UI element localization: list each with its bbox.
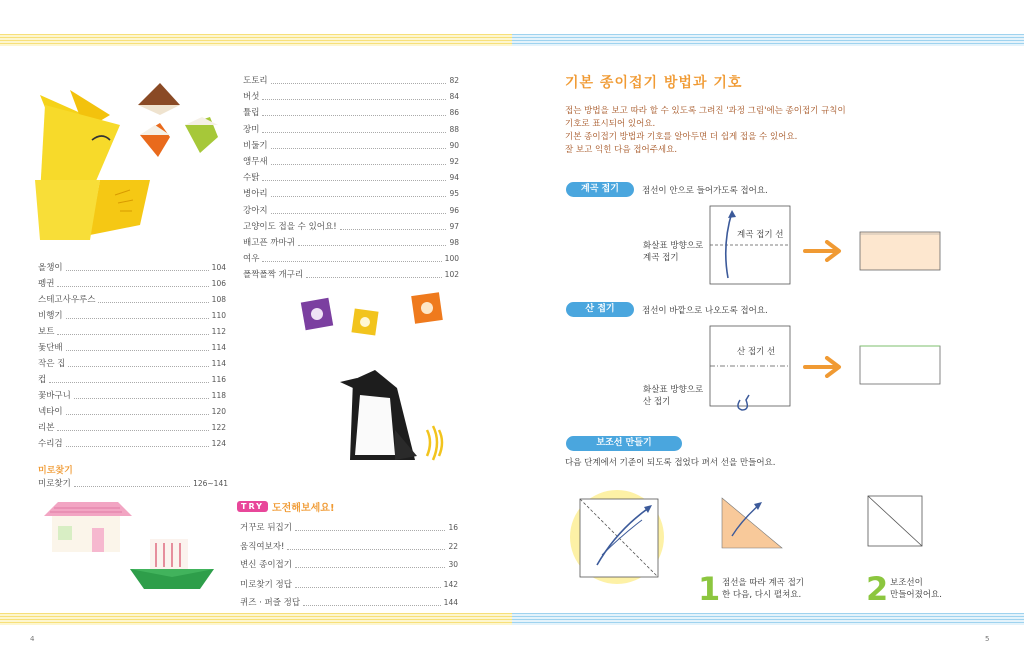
- toc-page: 106: [211, 279, 226, 288]
- toc-page: 122: [211, 423, 226, 432]
- toc-page: 94: [449, 173, 459, 183]
- toc-page: 110: [211, 311, 226, 320]
- page-number-right: 5: [985, 635, 990, 643]
- toc-row[interactable]: [38, 342, 226, 354]
- toc-page: 118: [211, 391, 226, 400]
- toc-row[interactable]: [240, 597, 458, 609]
- toc-row[interactable]: [240, 541, 458, 553]
- toc-page: 112: [211, 327, 226, 336]
- toc-page: 90: [449, 140, 459, 150]
- toc-title: 장미: [243, 124, 260, 135]
- toc-title: 도토리: [243, 76, 268, 86]
- toc-title: 비행기: [38, 311, 63, 321]
- acorn-origami-image: [130, 75, 230, 175]
- toc-title: 퀴즈 · 퍼즐 정답: [240, 597, 301, 608]
- try-heading: [237, 499, 335, 514]
- toc-row[interactable]: [38, 278, 226, 290]
- toc-page: 92: [449, 157, 459, 166]
- try-heading-text: 도전해보세요!: [271, 503, 335, 514]
- toc-page: 142: [443, 580, 458, 589]
- toc-title: 리본: [38, 423, 55, 433]
- penguin-origami-image: [335, 360, 450, 475]
- guide-step2-result-image: [864, 492, 926, 550]
- top-stripe-right: [512, 34, 1024, 46]
- mountain-fold-diagram: [700, 320, 800, 415]
- toc-title: 여우: [243, 254, 260, 265]
- toc-row-maze[interactable]: [38, 478, 228, 490]
- toc-title: 병아리: [243, 189, 268, 200]
- toc-page: 114: [211, 359, 226, 368]
- toc-row[interactable]: [38, 310, 226, 322]
- toc-page: 86: [449, 108, 459, 118]
- page-number-left: 4: [30, 635, 35, 643]
- mountain-fold-desc: 점선이 바깥으로 나오도록 접어요.: [642, 306, 768, 316]
- mountain-result-arrow-icon: [803, 356, 843, 378]
- toc-row[interactable]: [243, 269, 459, 281]
- toc-row[interactable]: [38, 358, 226, 370]
- toc-title: 폴짝폴짝 개구리: [243, 270, 304, 281]
- valley-result-arrow-icon: [803, 240, 843, 262]
- toc-title: 꽃바구니: [38, 391, 71, 401]
- bottom-stripe-right: [512, 613, 1024, 625]
- toc-row[interactable]: [38, 406, 226, 418]
- toc-row[interactable]: [243, 91, 459, 103]
- toc-title: 수리검: [38, 439, 63, 449]
- toc-row[interactable]: [243, 205, 459, 217]
- toc-title: 보트: [38, 327, 55, 337]
- toc-page: 22: [448, 541, 458, 551]
- toc-row[interactable]: [243, 107, 459, 119]
- toc-row[interactable]: [243, 253, 459, 265]
- toc-title: 컵: [38, 375, 47, 385]
- valley-fold-label: 계곡 접기: [566, 182, 634, 197]
- step1-number: 1: [698, 570, 721, 608]
- toc-page: 102: [444, 270, 459, 280]
- toc-row[interactable]: [38, 262, 226, 274]
- toc-page: 104: [211, 263, 226, 272]
- toc-row[interactable]: [243, 75, 459, 87]
- toc-page: 126~141: [193, 479, 228, 488]
- toc-page: 124: [211, 439, 226, 448]
- toc-page: 30: [448, 560, 458, 569]
- toc-title: 수탉: [243, 173, 260, 184]
- toc-page: 114: [211, 343, 226, 352]
- valley-line-label: 계곡 접기 선: [737, 230, 784, 240]
- toc-title: 올챙이: [38, 263, 63, 273]
- toc-title: 미로찾기: [38, 479, 71, 489]
- toc-row[interactable]: [243, 221, 459, 233]
- toc-title: 비둘기: [243, 140, 268, 151]
- toc-page: 95: [449, 189, 459, 199]
- toc-row[interactable]: [38, 438, 226, 450]
- toc-page: 144: [443, 597, 458, 607]
- guide-line-label: 보조선 만들기: [566, 436, 682, 451]
- guide-step1-result-image: [712, 492, 787, 552]
- toc-row[interactable]: [240, 579, 458, 591]
- toc-title: 앵무새: [243, 157, 268, 167]
- toc-title: 변신 종이접기: [240, 560, 292, 570]
- toc-row[interactable]: [243, 140, 459, 152]
- toc-title: 돛단배: [38, 343, 63, 353]
- mountain-fold-label: 산 접기: [566, 302, 634, 317]
- toc-page: 82: [449, 76, 459, 85]
- toc-title: 버섯: [243, 92, 260, 103]
- toc-page: 120: [211, 407, 226, 416]
- valley-fold-diagram: [700, 200, 800, 290]
- try-badge: TRY: [237, 501, 268, 512]
- toc-row[interactable]: [243, 124, 459, 136]
- maze-heading: 미로찾기: [38, 466, 73, 476]
- mountain-line-label: 산 접기 선: [737, 347, 776, 357]
- valley-arrow-label: 화살표 방향으로 계곡 접기: [643, 241, 704, 263]
- toc-title: 튤립: [243, 108, 260, 119]
- toc-title: 스테고사우루스: [38, 295, 96, 305]
- toc-row[interactable]: [38, 422, 226, 434]
- toc-row[interactable]: [38, 390, 226, 402]
- toc-title: 배고픈 까마귀: [243, 238, 295, 248]
- toc-page: 97: [449, 221, 459, 231]
- toc-title: 움직여보자!: [240, 541, 285, 552]
- toc-title: 작은 집: [38, 359, 66, 369]
- valley-fold-desc: 점선이 안으로 들어가도록 접어요.: [642, 186, 768, 196]
- step2-number: 2: [866, 570, 889, 608]
- intro-text: 접는 방법을 보고 따라 할 수 있도록 그려진 '과정 그림'에는 종이접기 규칙이 기호로 표시되어 있어요. 기본 종이접기 방법과 기호를 알아두면 더 쉽게 접을 수 있어요. 잘 보고 익힌 다음 접어주세요.: [565, 106, 846, 155]
- toc-title: 고양이도 접을 수 있어요!: [243, 221, 337, 232]
- toc-row[interactable]: [243, 172, 459, 184]
- toc-row[interactable]: [243, 156, 459, 168]
- guide-step1-diagram: [562, 485, 672, 585]
- toc-row[interactable]: [38, 326, 226, 338]
- mountain-fold-result-image: [856, 342, 946, 387]
- page-title: 기본 종이접기 방법과 기호: [565, 75, 743, 91]
- toc-page: 100: [444, 254, 459, 264]
- mountain-arrow-label: 화살표 방향으로 산 접기: [643, 385, 704, 407]
- toc-page: 16: [448, 523, 458, 532]
- toc-page: 88: [449, 124, 459, 134]
- toc-row[interactable]: [38, 374, 226, 386]
- toc-page: 98: [449, 238, 459, 247]
- toc-title: 거꾸로 뒤집기: [240, 523, 292, 533]
- toc-row[interactable]: [243, 237, 459, 249]
- toc-row[interactable]: [243, 188, 459, 200]
- toc-page: 108: [211, 295, 226, 304]
- boat-origami-image: [128, 535, 218, 595]
- toc-title: 강아지: [243, 205, 268, 216]
- toc-title: 펭귄: [38, 279, 55, 289]
- step2-text: 보조선이 만들어졌어요.: [890, 578, 942, 600]
- guide-line-desc: 다음 단계에서 기준이 되도록 접었다 펴서 선을 만들어요.: [565, 458, 776, 468]
- toc-page: 116: [211, 375, 226, 384]
- toc-row[interactable]: [240, 559, 458, 571]
- toc-page: 84: [449, 92, 459, 102]
- house-origami-image: [40, 498, 135, 558]
- valley-fold-result-image: [856, 228, 946, 273]
- flower-squares-origami-image: [295, 288, 455, 343]
- toc-page: 96: [449, 205, 459, 215]
- top-stripe-left: [0, 34, 512, 46]
- toc-row[interactable]: [38, 294, 226, 306]
- toc-title: 넥타이: [38, 407, 63, 417]
- toc-title: 미로찾기 정답: [240, 580, 292, 590]
- bottom-stripe-left: [0, 613, 512, 625]
- step1-text: 점선을 따라 계곡 접기 한 다음, 다시 펼쳐요.: [722, 578, 805, 600]
- toc-row[interactable]: [240, 522, 458, 534]
